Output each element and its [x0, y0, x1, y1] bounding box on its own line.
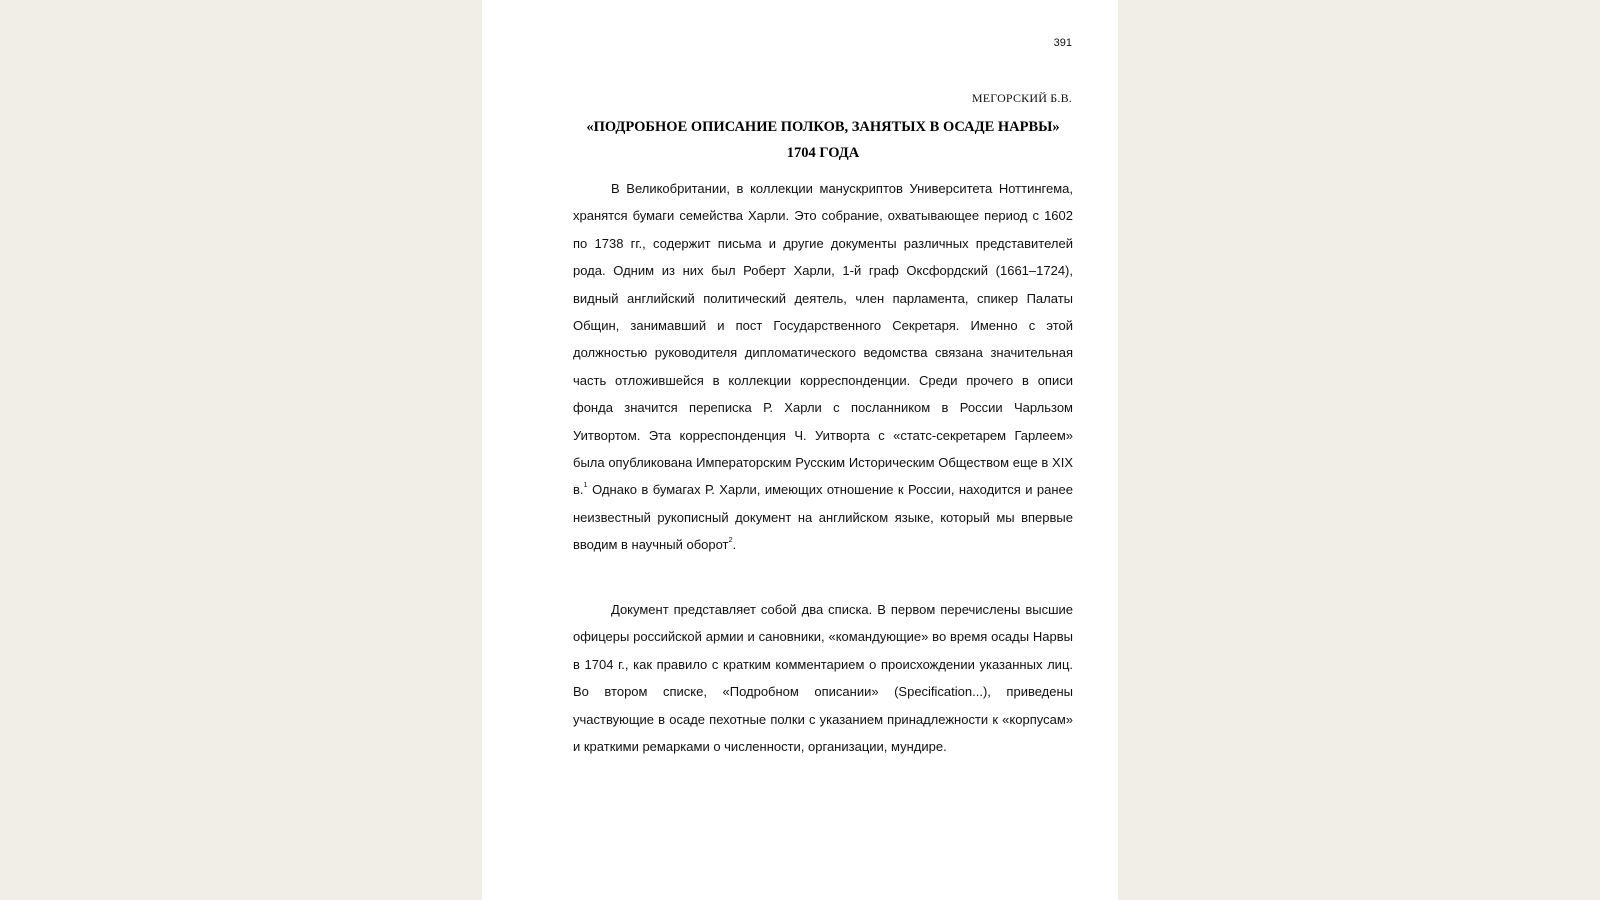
body-paragraph: Документ представляет собой два списка. В первом перечислены высшие офицеры российской армии и сановники, «командующие» во время осады Нарвы в 1704 г., как правило с кратким комментарием о происхождении указанных лиц. Во втором списке, «Подробном описании» (Specification...), приведены участвующие в осаде пехотные полки с указанием принадлежности к «корпусам» и краткими ремарками о численности, организации, мундире.: [573, 602, 1073, 755]
paragraph-text: Однако в бумагах Р. Харли, имеющих отношение к России, находится и ранее неизвестный рукописный документ на английском языке, который мы впервые вводим в научный оборот: [573, 482, 1073, 553]
body-paragraph-2-container: [573, 596, 1073, 760]
paragraph-text: В Великобритании, в коллекции манускриптов Университета Ноттингема, хранятся бумаги семейства Харли. Это собрание, охватывающее период с 1602 по 1738 гг., содержит письма и другие документы различных представителей рода. Одним из них был Роберт Харли, 1-й граф Оксфордский (1661–1724), видный английский политический деятель, член парламента, спикер Палаты Общин, занимавший и пост Государственного Секретаря. Именно с этой должностью руководителя дипломатического ведомства связана значительная часть отложившейся в коллекции корреспонденции. Среди прочего в описи фонда значится переписка Р. Харли с посланником в России Чарльзом Уитвортом. Эта корреспонденция Ч. Уитворта с «статс-секретарем Гарлеем» была опубликована Императорским Русским Историческим Обществом еще в XIX в.: [573, 181, 1073, 498]
document-page: [482, 0, 1118, 900]
article-title: «ПОДРОБНОЕ ОПИСАНИЕ ПОЛКОВ, ЗАНЯТЫХ В ОСАДЕ НАРВЫ»: [586, 119, 1060, 135]
author-name: МЕГОРСКИЙ Б.В.: [971, 91, 1072, 105]
page-number: 391: [1053, 37, 1072, 49]
body-paragraph-1-container: [573, 175, 1073, 559]
footnote-marker[interactable]: 1: [583, 480, 588, 490]
paragraph-text: .: [732, 537, 737, 553]
body-paragraph: [573, 175, 1073, 559]
article-title-year: 1704 ГОДА: [786, 145, 860, 161]
footnote-marker[interactable]: 2: [728, 535, 733, 545]
